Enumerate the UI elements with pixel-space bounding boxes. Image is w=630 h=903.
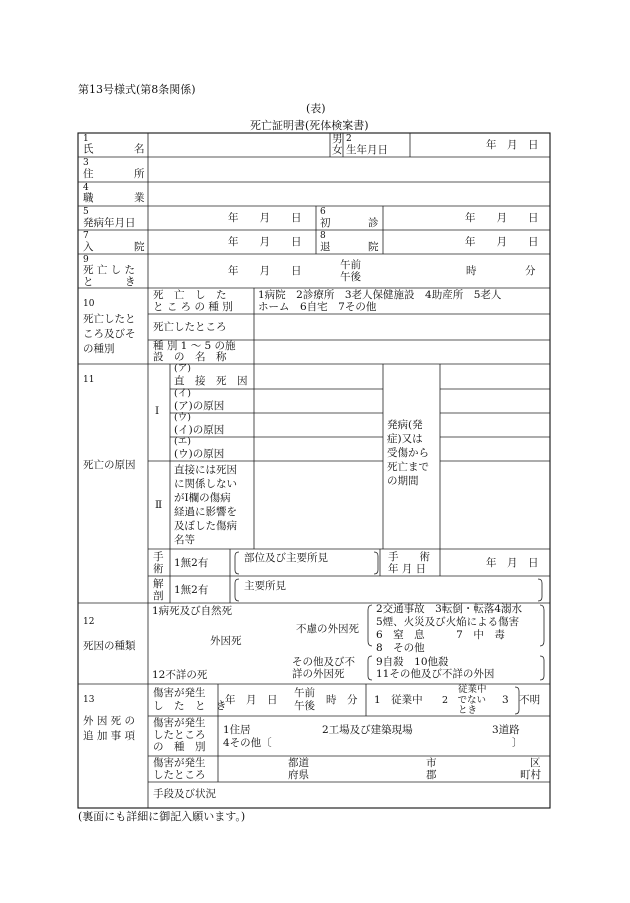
surgery-label-1: 手 (153, 551, 164, 563)
injury-pm: 午後 (294, 700, 315, 712)
accident-options-1: 2交通事故 3転倒・転落4溺水 (376, 603, 523, 615)
facility-name-label-2: 設 の 名 称 (153, 351, 227, 363)
means-label: 手段及び状況 (153, 788, 216, 800)
cause-d-mark: (エ) (174, 436, 191, 447)
address-label-b: 所 (134, 168, 145, 180)
place-kind-factory: 2工場及び建築現場 (322, 724, 413, 736)
place-kind-label-2: と こ ろ の 種 別 (153, 301, 233, 313)
contributing-label-3: がⅠ欄の傷病 (174, 492, 231, 504)
discharge-label-b: 院 (368, 241, 379, 253)
other-external-options-2: 11その他及び不詳の外因 (376, 668, 495, 680)
external-extra-label-1: 外 因 死 の (83, 715, 136, 727)
cause-b-mark: (イ) (174, 388, 191, 399)
autopsy-options: 1無2有 (174, 584, 209, 596)
injury-date: 年 月 日 (225, 694, 278, 706)
death-time-label-1: 死 亡 し た (83, 264, 136, 276)
surgery-date-label-1: 手 術 (388, 551, 430, 563)
name-label-a: 氏 (83, 143, 94, 155)
prefecture-label-2: 府県 (288, 769, 309, 781)
injury-place-kind-label-2: したところ (153, 729, 206, 741)
injury-time-label-1: 傷害が発生 (153, 687, 206, 699)
period-label-4: 死亡まで (387, 461, 429, 473)
name-label-b: 名 (134, 143, 145, 155)
ward-label-2: 町村 (520, 769, 541, 781)
contributing-label-2: に関係しない (174, 478, 237, 490)
row2-number: 2 (346, 134, 352, 144)
death-place-label: 死亡したところ (153, 321, 227, 333)
death-am: 午前 (340, 259, 361, 271)
autopsy-findings-label: 主要所見 (244, 580, 286, 592)
admission-label-a: 入 (83, 241, 94, 253)
injury-time: 時 分 (326, 694, 358, 706)
place-kind-other: 4その他〔 (223, 737, 272, 749)
death-hour: 時 (466, 265, 477, 277)
admission-label-b: 院 (134, 241, 145, 253)
accident-options-4: 8 その他 (376, 642, 425, 654)
onset-date-label: 発病年月日 (83, 217, 136, 229)
city-label-1: 市 (426, 757, 437, 769)
period-label-2: 症)又は (387, 433, 423, 445)
row5-number: 5 (83, 207, 89, 217)
footer-note: (裏面にも詳細に御記入願います。) (78, 810, 246, 823)
period-label-3: 受傷から (387, 447, 429, 459)
cause-c-mark: (ウ) (174, 412, 191, 423)
discharge-date: 年 月 日 (465, 236, 539, 248)
surgery-date-label-2: 年 月 日 (388, 563, 427, 575)
birth-date-label: 生年月日 (346, 144, 388, 156)
first-visit-label-a: 初 (320, 217, 331, 229)
first-visit-label-b: 診 (368, 217, 379, 229)
facility-name-label-1: 種 別 1 〜 5 の施 (153, 340, 236, 352)
birth-date-value: 年 月 日 (486, 139, 539, 151)
surgery-findings-label: 部位及び主要所見 (244, 552, 328, 564)
external-extra-label-2: 追 加 事 項 (83, 730, 136, 742)
contributing-label-1: 直接には死因 (174, 464, 237, 476)
other-external-options-1: 9自殺 10他殺 (376, 656, 449, 668)
row10-number: 10 (83, 299, 95, 309)
death-minute: 分 (525, 265, 536, 277)
section-i-label: Ⅰ (155, 405, 160, 417)
surgery-date: 年 月 日 (486, 557, 539, 569)
contributing-label-4: 経過に影響を (174, 506, 237, 518)
unknown-death-option: 12不詳の死 (152, 669, 208, 681)
place-kind-options-1: 1病院 2診療所 3老人保健施設 4助産所 5老人 (258, 289, 502, 301)
not-at-work-option-2: 2 でない (442, 695, 487, 706)
form-number: 第13号様式(第8条関係) (78, 83, 196, 96)
place-label-3: の種別 (83, 343, 115, 355)
accident-options-2: 5煙、火災及び火焔による傷害 (376, 616, 520, 628)
death-kind-label: 死因の種類 (83, 640, 136, 652)
place-label-2: ころ及びそ (83, 328, 136, 340)
cause-a-label: 直 接 死 因 (174, 375, 248, 387)
row7-number: 7 (83, 231, 89, 241)
surgery-options: 1無2有 (174, 557, 209, 569)
row4-number: 4 (83, 183, 89, 193)
page-title: 死亡証明書(死体検案書) (250, 119, 369, 132)
occupation-label-a: 職 (83, 192, 94, 204)
injury-time-label-2: し た と き (153, 700, 227, 712)
cause-d-label: (ウ)の原因 (174, 448, 225, 460)
other-external-label-1: その他及び不 (292, 656, 355, 668)
address-label-a: 住 (83, 168, 94, 180)
cause-c-label: (イ)の原因 (174, 424, 225, 436)
discharge-label-a: 退 (320, 241, 331, 253)
at-work-option: 1 従業中 (374, 694, 423, 706)
not-at-work-option-1: 従業中 (458, 684, 487, 695)
place-kind-road: 3道路 (492, 724, 520, 736)
injury-place-kind-label-1: 傷害が発生 (153, 717, 206, 729)
contributing-label-6: 名等 (174, 534, 195, 546)
form-side: (表) (306, 102, 326, 115)
occupation-label-b: 業 (134, 192, 145, 204)
cause-a-mark: (ア) (174, 363, 191, 374)
death-pm: 午後 (340, 271, 361, 283)
city-label-2: 郡 (426, 769, 437, 781)
row12-number: 12 (83, 617, 95, 627)
section-ii-label: Ⅱ (155, 499, 163, 511)
natural-death-option: 1病死及び自然死 (152, 605, 233, 617)
autopsy-label-1: 解 (153, 578, 164, 590)
injury-place-label-2: したところ (153, 769, 206, 781)
other-external-label-2: 詳の外因死 (292, 668, 345, 680)
period-label-5: の期間 (387, 475, 419, 487)
row11-number: 11 (83, 375, 95, 385)
external-death-label: 外因死 (210, 635, 242, 647)
place-label-1: 死亡したと (83, 313, 136, 325)
surgery-label-2: 術 (153, 563, 164, 575)
period-label-1: 発病(発 (387, 419, 423, 431)
onset-date-value: 年 月 日 (228, 212, 302, 224)
row6-number: 6 (320, 207, 326, 217)
row3-number: 3 (83, 158, 89, 168)
first-visit-date: 年 月 日 (465, 212, 539, 224)
cause-of-death-label: 死亡の原因 (83, 459, 136, 471)
row1-number: 1 (83, 134, 89, 144)
place-kind-other-close: 〕 (512, 737, 523, 749)
prefecture-label-1: 都道 (288, 757, 309, 769)
accident-options-3: 6 窒 息 7 中 毒 (376, 629, 505, 641)
ward-label-1: 区 (530, 757, 541, 769)
admission-date: 年 月 日 (228, 236, 302, 248)
place-kind-residence: 1住居 (223, 724, 251, 736)
injury-place-kind-label-3: の 種 別 (153, 741, 206, 753)
not-at-work-option-3: とき (458, 705, 478, 716)
death-time-label-2: と き (83, 276, 136, 288)
row9-number: 9 (83, 255, 89, 265)
place-kind-options-2: ホーム 6自宅 7その他 (258, 301, 377, 313)
sex-female: 女 (332, 144, 343, 156)
accidental-label: 不慮の外因死 (296, 623, 359, 635)
place-kind-label-1: 死 亡 し た (153, 289, 227, 301)
sex-male: 男 (332, 133, 343, 145)
autopsy-label-2: 剖 (153, 590, 164, 602)
work-unknown-option: 3 不明 (502, 694, 541, 706)
contributing-label-5: 及ぼした傷病 (174, 520, 237, 532)
injury-place-label-1: 傷害が発生 (153, 757, 206, 769)
death-date: 年 月 日 (228, 265, 302, 277)
injury-am: 午前 (294, 687, 315, 699)
row13-number: 13 (83, 695, 95, 705)
row8-number: 8 (320, 231, 326, 241)
cause-b-label: (ア)の原因 (174, 400, 225, 412)
